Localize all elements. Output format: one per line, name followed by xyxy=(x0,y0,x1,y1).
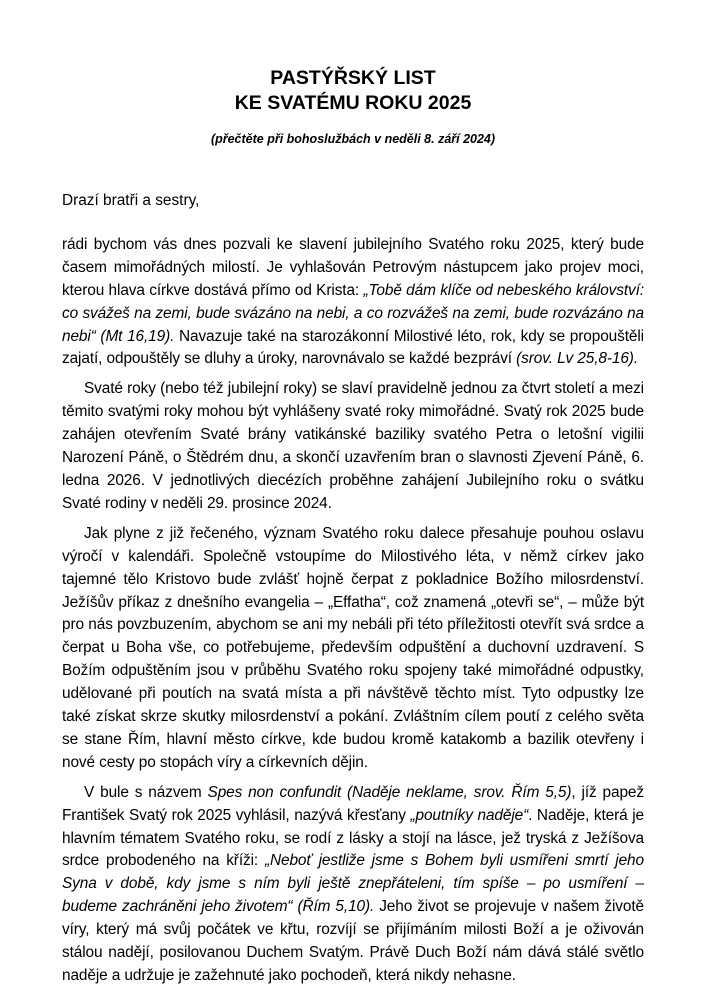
title-line-1: PASTÝŘSKÝ LIST xyxy=(270,67,436,89)
paragraph-4-text-c: . Naděje, která je hlavním tématem Svatého roku, se rodí z lásky a stojí na lásce, jež tryská z Ježíšova srdce probodeného na kříži: xyxy=(62,806,644,870)
scripture-quote-mt: „Tobě dám klíče od nebeského království: co svážeš na zemi, bude svázáno na nebi, a co rozvážeš na zemi, bude rozvázáno na nebi“ (Mt 16,19). xyxy=(62,281,644,345)
paragraph-1 xyxy=(62,234,644,371)
paragraph-1-text-b: Navazuje také na starozákonní Milostivé léto, rok, kdy se propouštěli zajatí, odpouštěly se dluhy a úroky, narovnávalo se každé bezpráví xyxy=(62,327,644,368)
paragraph-3-text: Jak plyne z již řečeného, význam Svatého roku dalece přesahuje pouhou oslavu výročí v kalendáři. Společně vstoupíme do Milostivého léta, v němž církev jako tajemné tělo Kristovo bude zvlášť hojně čerpat z pokladnice Božího milosrdenství. Ježíšův příkaz z dnešního evangelia – „Effatha“, což znamená „otevři se“, – může být pro nás povzbuzením, abychom se ani my nebáli při této příležitosti otevřít svá srdce a čerpat u Boha vše, co potřebujeme, především odpuštění a duchovní uzdravení. S Božím odpuštěním jsou v průběhu Svatého roku spojeny také mimořádné odpustky, udělované při poutích na svatá místa a při návštěvě těchto míst. Tyto odpustky lze také získat skrze skutky milosrdenství a pokání. Zvláštním cílem poutí z celého světa se stane Řím, hlavní město církve, kde budou kromě katakomb a bazilik otevřeny i nové cesty po stopách víry a církevních dějin. xyxy=(62,524,644,771)
pilgrims-of-hope-phrase: „poutníky naděje“ xyxy=(410,806,529,824)
paragraph-4-text-a: V bule s názvem xyxy=(84,783,208,801)
paragraph-4 xyxy=(62,782,644,988)
scripture-reference-lv: (srov. Lv 25,8-16). xyxy=(516,350,638,368)
paragraph-2 xyxy=(62,378,644,515)
bull-title: Spes non confundit (Naděje neklame, srov. Řím 5,5) xyxy=(207,783,572,801)
paragraph-3 xyxy=(62,523,644,775)
paragraph-2-text: Svaté roky (nebo též jubilejní roky) se slaví pravidelně jednou za čtvrt století a mezi těmito svatými roky mohou být vyhlášeny svaté roky mimořádné. Svatý rok 2025 bude zahájen otevřením Svaté brány vatikánské baziliky svatého Petra o letošní vigilii Narození Páně, o Štědrém dnu, a skončí uzavřením bran o slavnosti Zjevení Páně, 6. ledna 2026. V jednotlivých diecézích proběhne zahájení Jubilejního roku o svátku Svaté rodiny v neděli 29. prosince 2024. xyxy=(62,380,644,512)
paragraph-4-text-d: Jeho život se projevuje v našem životě víry, který má svůj počátek ve křtu, rozvíjí se přijímáním milosti Boží a je oživován stálou nadějí, posilovanou Duchem Svatým. Právě Duch Boží nám dává stálé světlo naděje a udržuje je zažehnuté jako pochodeň, která nikdy nehasne. xyxy=(62,898,644,984)
title-line-2: KE SVATÉMU ROKU 2025 xyxy=(234,92,472,114)
paragraph-4-text-b: , jíž papež František Svatý rok 2025 vyhlásil, nazývá křesťany xyxy=(62,783,644,824)
paragraph-1-text-a: rádi bychom vás dnes pozvali ke slavení jubilejního Svatého roku 2025, který bude časem mimořádných milostí. Je vyhlašován Petrovým nástupcem jako projev moci, kterou hlava církve dostává přímo od Krista: xyxy=(62,235,644,299)
document-title xyxy=(62,66,644,116)
salutation: Drazí bratři a sestry, xyxy=(62,192,200,209)
scripture-quote-rim: „Neboť jestliže jsme s Bohem byli usmířeni smrtí jeho Syna v době, kdy jsme s ním byli ještě znepřáteleni, tím spíše – po usmíření – budeme zachráněni jeho životem“ (Řím 5,10). xyxy=(62,852,644,916)
reading-note: (přečtěte při bohoslužbách v neděli 8. září 2024) xyxy=(210,132,496,146)
